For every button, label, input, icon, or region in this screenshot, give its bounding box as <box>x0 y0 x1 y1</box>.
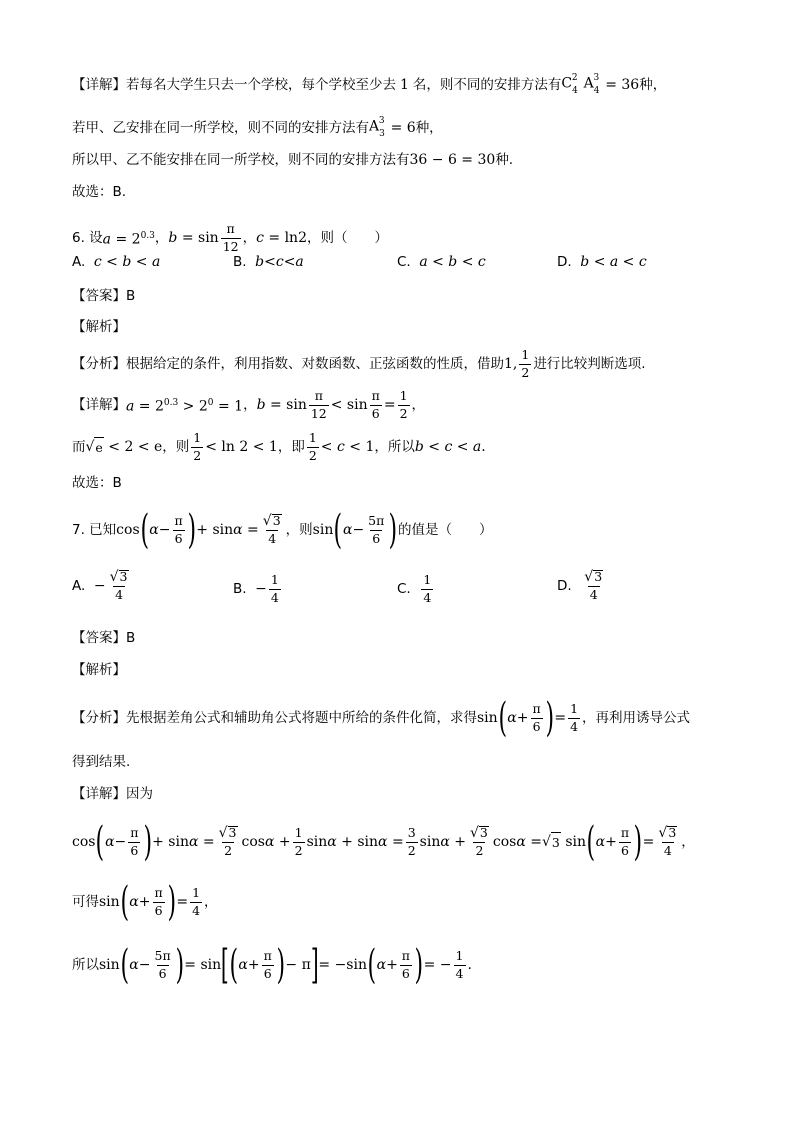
q6-answer: 【答案】 B <box>72 288 136 304</box>
q6-detail-1: 【详解】 $a = 2^{0.3} > 2^0 = 1$ ， b = sin $\frac{\pi}{12}$ < sin $\frac{\pi}{6}$ = $\frac{1}{2}$ ， <box>72 388 426 421</box>
q7-derivation-1: cos ( α − $\frac{\pi}{6}$ ) + sinα = √ 3 2 cosα + $\frac{1}{2}$ sinα + sinα = $\frac{3}{2}$ sinα + √ 3 2 cosα = √ 3 sin ( α + $\frac{\pi}{6}$ ) = √ 3 4 ， <box>72 819 695 865</box>
q7-fenxi: 【分析】 先根据差角公式和辅助角公式将题中所给的条件化简，求得 sin ( α + $\frac{\pi}{6}$ ) = $\frac{1}{4}$ ，再利用诱导公式 <box>72 695 691 741</box>
q7-derivation-2: 可得 sin ( α + $\frac{\pi}{6}$ ) = $\frac{1}{4}$ ， <box>72 879 218 925</box>
q7-detail-label: 【详解】 因为 <box>72 786 153 802</box>
q7-option-c: C. $\frac{1}{4}$ <box>397 572 432 605</box>
q6-option-a: A. c < b < a <box>72 254 161 270</box>
q6-fenxi: 【分析】 根据给定的条件，利用指数、对数函数、正弦函数的性质，借助 1, $\frac{1}{2}$ 进行比较判断选项. <box>72 347 646 380</box>
q6-option-d: D. b < a < c <box>557 254 647 270</box>
q7-option-a: A. − √ 3 4 <box>72 569 128 602</box>
q7-option-d: D. √ 3 4 <box>557 569 603 602</box>
detail-line-3: 所以甲、乙不能安排在同一所学校，则不同的安排方法有 36 − 6 = 30 种. <box>72 152 514 168</box>
question-7: 7. 已知 cos ( α − $\frac{\pi}{6}$ ) + sinα = √ 3 4 ，则 sin ( α − $\frac{5\pi}{6}$ ) 的值是（ ） <box>72 507 493 553</box>
q6-analysis-label: 【解析】 <box>72 319 126 335</box>
q6-option-c: C. a < b < c <box>397 254 486 270</box>
detail-line-1: 【详解】 若每名大学生只去一个学校，每个学校至少去 1 名，则不同的安排方法有 $C_4^2$ $A_4^3$ = 36 种， <box>72 70 666 99</box>
choose-line-1: 故选：B. <box>72 184 127 200</box>
q7-derivation-3: 所以 sin ( α − $\frac{5\pi}{6}$ ) = sin [ ( α + $\frac{\pi}{6}$ ) − π ] = −sin ( α + $\frac{\pi}{6}$ ) = − $\frac{1}{4}$ . <box>72 942 472 988</box>
detail-text: 若每名大学生只去一个学校，每个学校至少去 <box>126 76 396 93</box>
q6-detail-2: 而 √ e < 2 < e ，则 $\frac{1}{2}$ < ln 2 < 1 ，即 $\frac{1}{2}$ < c < 1 ，所以 b < c < a . <box>72 430 486 463</box>
q6-choose: 故选：B <box>72 475 122 491</box>
q7-option-b: B. − $\frac{1}{4}$ <box>233 572 279 605</box>
q7-fenxi-cont: 得到结果. <box>72 754 131 770</box>
detail-label: 【详解】 <box>72 76 126 93</box>
q6-option-b: B. b<c<a <box>233 254 304 270</box>
question-6: 6. 设 $a = 2^{0.3}$ ， b = sin $\frac{\pi}{12}$ ， c = ln2 ，则（ ） <box>72 221 388 254</box>
detail-line-2: 若甲、乙安排在同一所学校，则不同的安排方法有 $A_3^3$ = 6 种， <box>72 116 443 140</box>
formula-c-a: $C_4^2$ $A_4^3$ <box>561 73 600 97</box>
q7-answer: 【答案】 B <box>72 630 136 646</box>
q7-analysis-label: 【解析】 <box>72 662 126 678</box>
